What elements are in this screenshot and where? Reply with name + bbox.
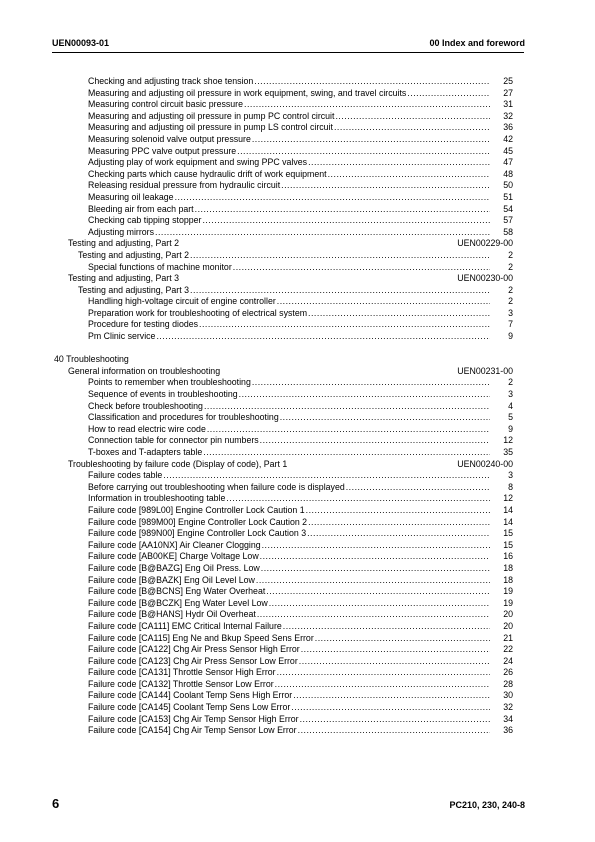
dot-leader xyxy=(275,679,490,691)
toc-entry-row xyxy=(0,528,513,540)
toc-page-number: 18 xyxy=(503,562,513,573)
toc-entry-title: Handling high-voltage circuit of engine controller xyxy=(88,296,276,307)
dot-leader xyxy=(335,111,490,123)
toc-entry-title: Failure code [CA115] Eng Ne and Bkup Speed Sens Error xyxy=(88,632,314,643)
toc-entry-title: Connection table for connector pin numbers xyxy=(88,435,259,446)
toc-entry-title: 40 Troubleshooting xyxy=(54,354,129,365)
toc-entry-title: Failure code [989L00] Engine Controller Lock Caution 1 xyxy=(88,504,305,515)
dot-leader xyxy=(280,412,490,424)
dot-leader xyxy=(407,88,490,100)
dot-leader xyxy=(256,575,490,587)
toc-entry-title: Measuring control circuit basic pressure xyxy=(88,99,243,110)
dot-leader xyxy=(291,702,490,714)
toc-entry-row xyxy=(0,99,513,111)
toc-page-number: 22 xyxy=(503,644,513,655)
toc-entry-title: Measuring PPC valve output pressure xyxy=(88,145,237,156)
toc-page-number: 54 xyxy=(503,203,513,214)
toc-page-number: 34 xyxy=(503,713,513,724)
toc-entry-title: Measuring and adjusting oil pressure in pump PC control circuit xyxy=(88,110,335,121)
toc-entry-title: Before carrying out troubleshooting when failure code is displayed xyxy=(88,481,345,492)
toc-page-number: 45 xyxy=(503,145,513,156)
page-number: 6 xyxy=(52,796,60,811)
section-title: 00 Index and foreword xyxy=(429,38,525,48)
toc-entry-row xyxy=(0,377,513,389)
toc-entry-row xyxy=(0,424,513,436)
toc-chapter-row xyxy=(0,366,513,378)
dot-leader xyxy=(175,192,490,204)
toc-entry-row xyxy=(0,215,513,227)
dot-leader xyxy=(226,493,490,505)
toc-document-code: UEN00231-00 xyxy=(457,365,513,376)
toc-page-number: 20 xyxy=(503,609,513,620)
dot-leader xyxy=(277,667,490,679)
dot-leader xyxy=(244,99,490,111)
toc-page-number: 21 xyxy=(503,632,513,643)
toc-entry-row xyxy=(0,111,513,123)
dot-leader xyxy=(266,586,490,598)
toc-entry-row xyxy=(0,157,513,169)
toc-entry-row xyxy=(0,389,513,401)
toc-page-number: 18 xyxy=(503,574,513,585)
toc-page-number: 42 xyxy=(503,133,513,144)
dot-leader xyxy=(156,331,490,343)
toc-entry-row xyxy=(0,447,513,459)
dot-leader xyxy=(328,169,490,181)
toc-entry-title: Failure code [CA123] Chg Air Press Sensor Low Error xyxy=(88,655,298,666)
dot-leader xyxy=(254,76,490,88)
toc-entry-row xyxy=(0,586,513,598)
toc-page-number: 30 xyxy=(503,690,513,701)
toc-entry-title: Failure code [AB00KE] Charge Voltage Low xyxy=(88,551,259,562)
model-name: PC210, 230, 240-8 xyxy=(449,800,525,810)
toc-page-number: 5 xyxy=(508,412,513,423)
toc-entry-title: T-boxes and T-adapters table xyxy=(88,447,203,457)
dot-leader xyxy=(308,157,490,169)
toc-document-code: UEN00230-00 xyxy=(457,273,513,284)
toc-page-number: 16 xyxy=(503,551,513,562)
toc-page-number: 15 xyxy=(503,539,513,550)
toc-entry-title: Sequence of events in troubleshooting xyxy=(88,389,238,400)
toc-entry-row xyxy=(0,656,513,668)
toc-entry-title: Testing and adjusting, Part 2 xyxy=(78,249,190,260)
header-divider xyxy=(52,52,524,53)
toc-entry-row xyxy=(0,633,513,645)
toc-entry-title: Troubleshooting by failure code (Display of code), Part 1 xyxy=(68,458,288,469)
toc-page-number: 36 xyxy=(503,122,513,133)
dot-leader xyxy=(204,401,490,413)
toc-page-number: 12 xyxy=(503,493,513,504)
dot-leader xyxy=(237,146,490,158)
dot-leader xyxy=(306,505,490,517)
dot-leader xyxy=(239,389,490,401)
toc-page-number: 27 xyxy=(503,87,513,98)
toc-page-number: 4 xyxy=(508,400,513,411)
toc-entry-row xyxy=(0,690,513,702)
toc-entry-row xyxy=(0,482,513,494)
toc-page-number: 7 xyxy=(508,319,513,330)
toc-entry-row xyxy=(0,644,513,656)
toc-page-number: 8 xyxy=(508,481,513,492)
toc-page-number: 58 xyxy=(503,226,513,237)
toc-page-number: 28 xyxy=(503,678,513,689)
toc-entry-row xyxy=(0,308,513,320)
toc-page-number: 24 xyxy=(503,655,513,666)
dot-leader xyxy=(257,609,490,621)
toc-entry-title: Failure code [CA131] Throttle Sensor High Error xyxy=(88,667,276,678)
toc-entry-title: Failure code [B@BAZG] Eng Oil Press. Low xyxy=(88,562,260,573)
toc-entry-row xyxy=(0,285,513,297)
toc-entry-row xyxy=(0,598,513,610)
toc-entry-title: Procedure for testing diodes xyxy=(88,319,199,330)
toc-entry-title: Pm Clinic service xyxy=(88,331,156,342)
toc-entry-row xyxy=(0,227,513,239)
toc-entry-title: Failure code [AA10NX] Air Cleaner Clogging xyxy=(88,539,261,550)
toc-entry-row xyxy=(0,540,513,552)
toc-entry-title: Failure code [CA122] Chg Air Press Sensor High Error xyxy=(88,644,300,655)
dot-leader xyxy=(308,517,490,529)
toc-entry-row xyxy=(0,517,513,529)
dot-leader xyxy=(202,215,490,227)
toc-entry-row xyxy=(0,134,513,146)
toc-entry-row xyxy=(0,575,513,587)
toc-entry-title: Measuring and adjusting oil pressure in work equipment, swing, and travel circuits xyxy=(88,87,407,98)
toc-chapter-row xyxy=(0,273,513,285)
toc-entry-title: Preparation work for troubleshooting of electrical system xyxy=(88,307,308,318)
dot-leader xyxy=(252,134,490,146)
toc-entry-title: Checking parts which cause hydraulic drift of work equipment xyxy=(88,168,327,179)
dot-leader xyxy=(281,180,490,192)
toc-entry-title: Information in troubleshooting table xyxy=(88,493,226,504)
toc-entry-title: Failure code [CA153] Chg Air Temp Sensor High Error xyxy=(88,713,299,724)
toc-page-number: 31 xyxy=(503,99,513,110)
toc-entry-title: Failure code [B@BCNS] Eng Water Overheat xyxy=(88,586,266,597)
toc-page-number: 32 xyxy=(503,702,513,713)
dot-leader xyxy=(260,551,490,563)
toc-entry-row xyxy=(0,319,513,331)
toc-entry-row xyxy=(0,470,513,482)
toc-document-code: UEN00240-00 xyxy=(457,458,513,469)
dot-leader xyxy=(207,424,490,436)
toc-page-number: 48 xyxy=(503,168,513,179)
toc-entry-title: Failure code [CA154] Chg Air Temp Sensor Low Error xyxy=(88,725,297,736)
toc-entry-row xyxy=(0,505,513,517)
toc-page-number: 9 xyxy=(508,331,513,342)
toc-entry-title: Checking and adjusting track shoe tension xyxy=(88,76,254,86)
toc-page-number: 2 xyxy=(508,284,513,295)
toc-page-number: 3 xyxy=(508,470,513,481)
toc-page-number: 15 xyxy=(503,528,513,539)
toc-page-number: 2 xyxy=(508,377,513,388)
dot-leader xyxy=(283,621,490,633)
toc-entry-row xyxy=(0,296,513,308)
toc-entry-row xyxy=(0,551,513,563)
toc-entry-title: Testing and adjusting, Part 2 xyxy=(68,238,180,249)
toc-entry-title: Failure code [989M00] Engine Controller Lock Caution 2 xyxy=(88,516,308,527)
toc-entry-row xyxy=(0,702,513,714)
dot-leader xyxy=(261,563,490,575)
toc-page-number: 50 xyxy=(503,180,513,191)
toc-entry-row xyxy=(0,725,513,737)
toc-entry-title: Points to remember when troubleshooting xyxy=(88,377,251,388)
toc-page-number: 12 xyxy=(503,435,513,446)
toc-page-number: 25 xyxy=(503,76,513,86)
toc-entry-row xyxy=(0,401,513,413)
toc-entry-title: Failure code [CA144] Coolant Temp Sens High Error xyxy=(88,690,293,701)
toc-entry-row xyxy=(0,76,513,88)
toc-entry-title: Adjusting play of work equipment and swing PPC valves xyxy=(88,157,308,168)
toc-page-number: 20 xyxy=(503,620,513,631)
dot-leader xyxy=(346,482,490,494)
dot-leader xyxy=(262,540,490,552)
toc-page-number: 14 xyxy=(503,516,513,527)
toc-entry-row xyxy=(0,146,513,158)
dot-leader xyxy=(298,725,490,737)
toc-entry-title: Testing and adjusting, Part 3 xyxy=(78,284,190,295)
toc-entry-row xyxy=(0,493,513,505)
dot-leader xyxy=(260,435,490,447)
toc-entry-row xyxy=(0,122,513,134)
toc-entry-row xyxy=(0,331,513,343)
dot-leader xyxy=(277,296,490,308)
toc-entry-title: Check before troubleshooting xyxy=(88,400,203,411)
toc-entry-title: Releasing residual pressure from hydraulic circuit xyxy=(88,180,281,191)
toc-page-number: 35 xyxy=(503,447,513,457)
dot-leader xyxy=(203,447,490,459)
toc-entry-row xyxy=(0,667,513,679)
toc-entry-title: Adjusting mirrors xyxy=(88,226,154,237)
toc-page-number: 14 xyxy=(503,504,513,515)
toc-page-number: 32 xyxy=(503,110,513,121)
toc-entry-title: Failure code [989N00] Engine Controller Lock Caution 3 xyxy=(88,528,307,539)
toc-entry-row xyxy=(0,180,513,192)
toc-chapter-row xyxy=(0,238,513,250)
toc-entry-title: Testing and adjusting, Part 3 xyxy=(68,273,180,284)
dot-leader xyxy=(163,470,490,482)
dot-leader xyxy=(293,690,490,702)
toc-page-number: 26 xyxy=(503,667,513,678)
toc-entry-title: Failure code [B@HANS] Hydr Oil Overheat xyxy=(88,609,256,620)
toc-entry-row xyxy=(0,563,513,575)
toc-page-number: 36 xyxy=(503,725,513,736)
toc-page-number: 19 xyxy=(503,586,513,597)
toc-entry-title: Special functions of machine monitor xyxy=(88,261,232,272)
toc-page-number: 2 xyxy=(508,249,513,260)
toc-chapter-row xyxy=(0,459,513,471)
toc-page-number: 2 xyxy=(508,296,513,307)
toc-entry-title: Failure code [CA132] Throttle Sensor Low Error xyxy=(88,678,274,689)
toc-section-heading xyxy=(0,354,513,366)
toc-entry-row xyxy=(0,609,513,621)
dot-leader xyxy=(195,204,490,216)
toc-entry-title: Measuring and adjusting oil pressure in pump LS control circuit xyxy=(88,122,333,133)
dot-leader xyxy=(252,377,490,389)
dot-leader xyxy=(301,644,490,656)
dot-leader xyxy=(199,319,490,331)
dot-leader xyxy=(307,528,490,540)
toc-page-number: 51 xyxy=(503,191,513,202)
toc-entry-title: How to read electric wire code xyxy=(88,423,206,434)
toc-entry-row xyxy=(0,435,513,447)
toc-page-number: 47 xyxy=(503,157,513,168)
toc-entry-row xyxy=(0,714,513,726)
toc-entry-row xyxy=(0,621,513,633)
toc-entry-row xyxy=(0,262,513,274)
toc-entry-title: Failure code [B@BAZK] Eng Oil Level Low xyxy=(88,574,255,585)
toc-entry-title: General information on troubleshooting xyxy=(68,365,221,376)
toc-entry-title: Failure codes table xyxy=(88,470,163,481)
toc-entry-title: Failure code [B@BCZK] Eng Water Level Low xyxy=(88,597,268,608)
toc-entry-title: Bleeding air from each part xyxy=(88,203,194,214)
toc-entry-title: Measuring solenoid valve output pressure xyxy=(88,133,251,144)
toc-entry-title: Failure code [CA111] EMC Critical Internal Failure xyxy=(88,620,282,631)
toc-page-number: 3 xyxy=(508,307,513,318)
toc-entry-row xyxy=(0,250,513,262)
document-id: UEN00093-01 xyxy=(52,38,110,48)
toc-entry-title: Measuring oil leakage xyxy=(88,191,174,202)
toc-page-number: 2 xyxy=(508,261,513,272)
toc-page-number: 3 xyxy=(508,389,513,400)
dot-leader xyxy=(233,262,490,274)
dot-leader xyxy=(190,285,490,297)
toc-page-number: 57 xyxy=(503,215,513,226)
toc-entry-title: Checking cab tipping stopper xyxy=(88,215,202,226)
dot-leader xyxy=(300,714,490,726)
toc-entry-row xyxy=(0,88,513,100)
dot-leader xyxy=(190,250,490,262)
toc-entry-row xyxy=(0,679,513,691)
table-of-contents xyxy=(0,76,595,737)
dot-leader xyxy=(315,633,490,645)
toc-entry-title: Failure code [CA145] Coolant Temp Sens Low Error xyxy=(88,702,291,713)
toc-entry-row xyxy=(0,204,513,216)
toc-entry-row xyxy=(0,192,513,204)
dot-leader xyxy=(334,122,490,134)
toc-page-number: 19 xyxy=(503,597,513,608)
toc-entry-row xyxy=(0,412,513,424)
dot-leader xyxy=(308,308,490,320)
toc-document-code: UEN00229-00 xyxy=(457,238,513,249)
toc-page-number: 9 xyxy=(508,423,513,434)
dot-leader xyxy=(269,598,490,610)
dot-leader xyxy=(299,656,490,668)
toc-entry-title: Classification and procedures for troubleshooting xyxy=(88,412,279,423)
dot-leader xyxy=(155,227,490,239)
toc-entry-row xyxy=(0,169,513,181)
toc-spacer xyxy=(0,343,595,355)
